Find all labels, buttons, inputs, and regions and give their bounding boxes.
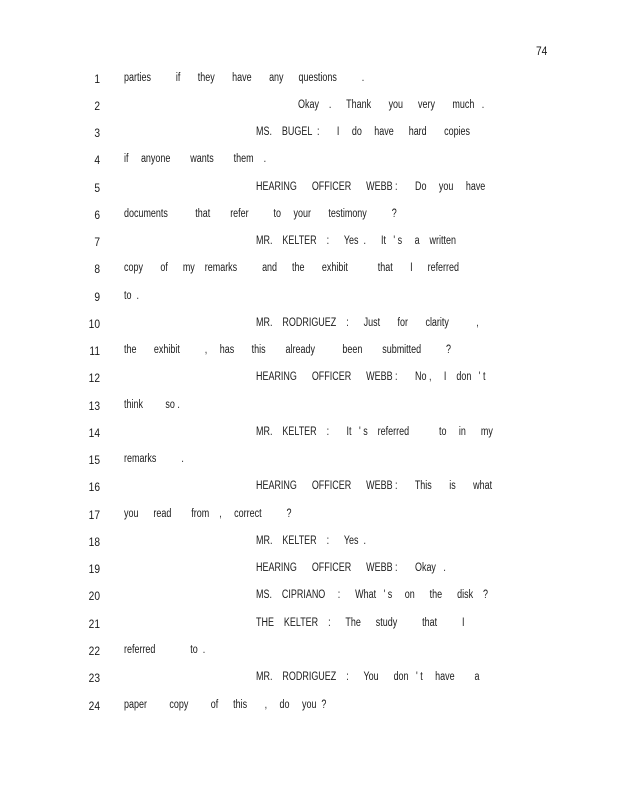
transcript-line: [0, 153, 618, 169]
line-number: 10: [88, 317, 100, 331]
line-number: 15: [88, 453, 100, 467]
line-number: 13: [88, 399, 100, 413]
transcript-line: [0, 535, 618, 551]
transcript-line: [0, 262, 618, 278]
transcript-line: [0, 317, 618, 333]
line-number: 11: [89, 344, 100, 358]
transcript-line: [0, 235, 618, 251]
line-text: the exhibit , has this already been submitted ?: [124, 344, 452, 356]
transcript-line: [0, 453, 618, 469]
line-text: referred to .: [124, 644, 206, 656]
transcript-line: [0, 562, 618, 578]
line-text: remarks .: [124, 453, 184, 465]
line-text: documents that refer to your testimony ?: [124, 208, 397, 220]
transcript-line: [0, 399, 618, 415]
transcript-line: [0, 344, 618, 360]
transcript-line: [0, 671, 618, 687]
line-number: 5: [94, 181, 100, 195]
line-text: MR. RODRIGUEZ : Just for clarity ,: [256, 317, 479, 329]
transcript-line: [0, 589, 618, 605]
transcript-line: [0, 508, 618, 524]
line-number: 12: [88, 371, 100, 385]
line-number: 24: [88, 699, 100, 713]
line-text: if anyone wants them .: [124, 153, 267, 165]
line-number: 22: [88, 644, 100, 658]
page-number: 74: [536, 44, 548, 58]
line-number: 7: [94, 235, 100, 249]
line-text: HEARING OFFICER WEBB : Okay .: [256, 562, 446, 574]
line-number: 17: [88, 508, 100, 522]
line-number: 6: [94, 208, 100, 222]
line-number: 23: [88, 671, 100, 685]
transcript-line: [0, 126, 618, 142]
transcript-line: [0, 426, 618, 442]
line-number: 14: [88, 426, 100, 440]
line-text: MR. KELTER : It ' s referred to in my: [256, 426, 493, 438]
line-number: 1: [94, 72, 100, 86]
line-text: to .: [124, 290, 139, 302]
line-number: 3: [94, 126, 100, 140]
transcript-line: [0, 99, 618, 115]
line-text: Okay . Thank you very much .: [298, 99, 485, 111]
line-text: HEARING OFFICER WEBB : No , I don ' t: [256, 371, 486, 383]
transcript-line: [0, 208, 618, 224]
line-number: 21: [88, 617, 100, 631]
line-number: 18: [88, 535, 100, 549]
transcript-line: [0, 617, 618, 633]
line-text: think so .: [124, 399, 180, 411]
line-text: MR. KELTER : Yes . It ' s a written: [256, 235, 456, 247]
line-number: 4: [94, 153, 100, 167]
transcript-line: [0, 181, 618, 197]
line-number: 20: [88, 589, 100, 603]
transcript-line: [0, 371, 618, 387]
line-number: 2: [94, 99, 100, 113]
line-number: 16: [88, 480, 100, 494]
transcript-line: [0, 480, 618, 496]
transcript-line: [0, 290, 618, 306]
transcript-line: [0, 72, 618, 88]
line-text: you read from , correct ?: [124, 508, 292, 520]
transcript-line: [0, 644, 618, 660]
line-number: 9: [94, 290, 100, 304]
line-text: HEARING OFFICER WEBB : Do you have: [256, 181, 486, 193]
line-text: paper copy of this , do you ?: [124, 699, 327, 711]
line-text: copy of my remarks and the exhibit that I referred: [124, 262, 459, 274]
line-number: 8: [94, 262, 100, 276]
line-text: MR. KELTER : Yes .: [256, 535, 367, 547]
line-text: MS. CIPRIANO : What ' s on the disk ?: [256, 589, 489, 601]
line-text: MS. BUGEL : I do have hard copies: [256, 126, 471, 138]
line-number: 19: [88, 562, 100, 576]
line-text: MR. RODRIGUEZ : You don ' t have a: [256, 671, 480, 683]
line-text: THE KELTER : The study that I: [256, 617, 465, 629]
line-text: HEARING OFFICER WEBB : This is what: [256, 480, 493, 492]
transcript-line: [0, 699, 618, 715]
line-text: parties if they have any questions .: [124, 72, 365, 84]
